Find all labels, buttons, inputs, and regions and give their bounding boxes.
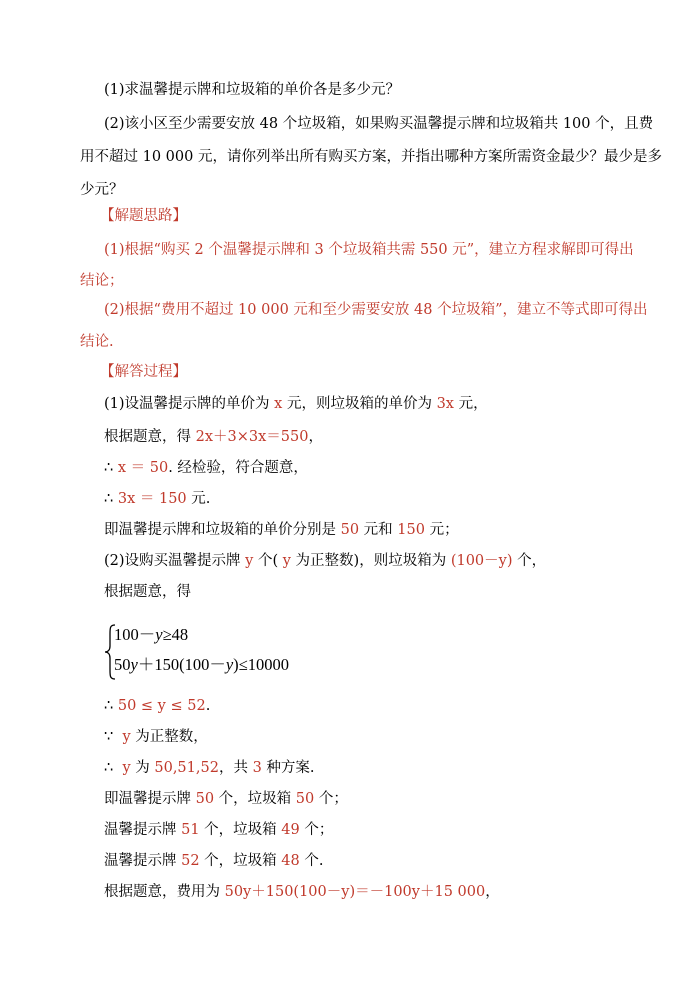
- solution-step8: ∴ 50 ≤ y ≤ 52.: [104, 698, 211, 714]
- system-row-1: 100－y≥48: [114, 625, 189, 644]
- question-part2-line1: (2)该小区至少需要安放 48 个垃圾箱，如果购买温馨提示牌和垃圾箱共 100 个，且费: [104, 116, 654, 132]
- question-part2-line3: 少元？: [80, 182, 124, 198]
- thinking-line2: 结论；: [80, 273, 124, 289]
- thinking-line3: (2)根据“费用不超过 10 000 元和至少需要安放 48 个垃圾箱”，建立不等式即可得出: [104, 302, 648, 318]
- question-part2-line2: 用不超过 10 000 元，请你列举出所有购买方案，并指出哪种方案所需资金最少？最少是多: [80, 149, 662, 165]
- solution-step7: 根据题意，得: [104, 584, 191, 600]
- solution-step4: ∴ 3x ＝ 150 元.: [104, 491, 211, 507]
- question-part1: (1)求温馨提示牌和垃圾箱的单价各是多少元？: [104, 82, 401, 98]
- solution-step5: 即温馨提示牌和垃圾箱的单价分别是 50 元和 150 元；: [104, 522, 459, 538]
- solution-step3: ∴ x ＝ 50. 经检验，符合题意，: [104, 460, 308, 476]
- thinking-line4: 结论.: [80, 334, 114, 350]
- solution-step14: 根据题意，费用为 50y＋150(100－y)＝－100y＋15 000，: [104, 884, 500, 900]
- solution-step2: 根据题意，得 2x＋3×3x＝550，: [104, 429, 323, 445]
- solution-step6: (2)设购买温馨提示牌 y 个( y 为正整数)，则垃圾箱为 (100－y) 个，: [104, 553, 547, 569]
- thinking-line1: (1)根据“购买 2 个温馨提示牌和 3 个垃圾箱共需 550 元”，建立方程求解即可得出: [104, 242, 634, 258]
- solution-step1: (1)设温馨提示牌的单价为 x 元，则垃圾箱的单价为 3x 元，: [104, 396, 488, 412]
- thinking-heading: 【解题思路】: [100, 208, 187, 224]
- solution-step11: 即温馨提示牌 50 个，垃圾箱 50 个；: [104, 791, 348, 807]
- solution-heading: 【解答过程】: [100, 364, 187, 380]
- system-row-2: 50y＋150(100－y)≤10000: [114, 655, 289, 674]
- solution-step12: 温馨提示牌 51 个，垃圾箱 49 个；: [104, 822, 334, 838]
- solution-step10: ∴ y 为 50,51,52，共 3 种方案.: [104, 760, 315, 776]
- solution-step9: ∵ y 为正整数，: [104, 729, 208, 745]
- solution-step13: 温馨提示牌 52 个，垃圾箱 48 个.: [104, 853, 324, 869]
